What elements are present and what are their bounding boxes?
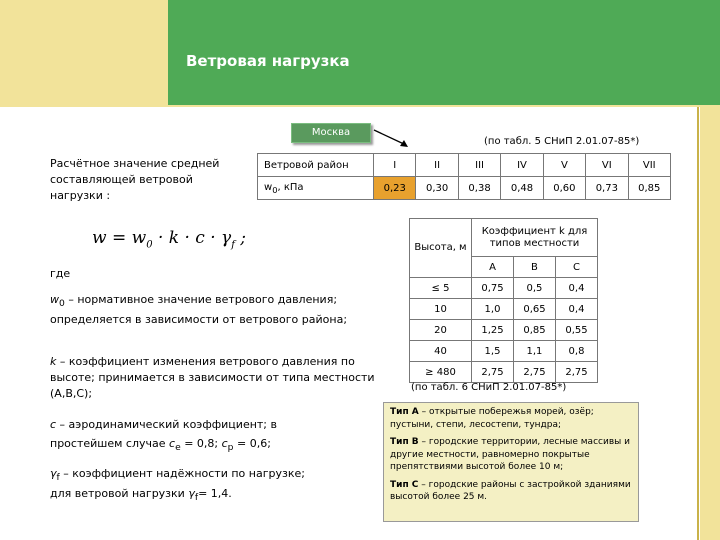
- coef-cell: 0,85: [513, 320, 555, 341]
- formula-end: ;: [234, 228, 247, 248]
- desc-k-text: – коэффициент изменения ветрового давления по высоте; принимается в зависимости от типа местности (А,В,С);: [50, 355, 375, 400]
- table-row: [410, 278, 598, 299]
- height-cell: ≥ 480: [410, 362, 472, 383]
- desc-gamma: [50, 466, 320, 506]
- desc-w0-sub: 0: [59, 298, 65, 310]
- desc-cp-symbol: c: [221, 437, 228, 450]
- desc-c-text2: простейшем случае: [50, 437, 169, 450]
- header-divider: [0, 105, 720, 107]
- coef-cell: 1,1: [513, 341, 555, 362]
- terrain-type-header: С: [555, 257, 597, 278]
- side-divider: [697, 107, 699, 540]
- terrain-type-label: Тип В: [390, 437, 419, 447]
- coef-cell: 2,75: [555, 362, 597, 383]
- desc-cp-value: = 0,6;: [233, 437, 271, 450]
- arrow-icon: [372, 128, 412, 150]
- table-row: [410, 219, 598, 257]
- desc-c-text: – аэродинамический коэффициент; в: [56, 418, 277, 431]
- wind-region-table: [257, 153, 671, 200]
- coef-cell: 1,0: [472, 299, 514, 320]
- table-row: [410, 341, 598, 362]
- side-accent-strip: [700, 107, 720, 540]
- coef-cell: 0,5: [513, 278, 555, 299]
- terrain-type-a: [390, 406, 632, 431]
- terrain-type-text: – открытые побережья морей, озёр; пустыни, степи, лесостепи, тундра;: [390, 407, 594, 430]
- terrain-type-c: [390, 479, 632, 504]
- desc-ce-value: = 0,8;: [180, 437, 222, 450]
- table-row: [410, 320, 598, 341]
- formula-f-sub: f: [231, 239, 235, 251]
- desc-c: [50, 417, 380, 433]
- region-cell: III: [458, 154, 500, 177]
- pressure-cell-highlighted: 0,23: [374, 177, 416, 200]
- coef-cell: 0,65: [513, 299, 555, 320]
- height-header: Высота, м: [410, 219, 472, 278]
- table-header-cell: [258, 177, 374, 200]
- table-row: [410, 299, 598, 320]
- w0-label-sub: 0: [272, 184, 278, 195]
- pressure-cell: 0,48: [501, 177, 543, 200]
- pressure-cell: 0,38: [458, 177, 500, 200]
- slide-title: Ветровая нагрузка: [186, 52, 350, 70]
- height-cell: ≤ 5: [410, 278, 472, 299]
- coef-cell: 0,4: [555, 278, 597, 299]
- city-tag: Москва: [291, 123, 371, 143]
- region-cell: IV: [501, 154, 543, 177]
- desc-gf-sub: f: [56, 472, 60, 484]
- desc-gf-symbol: γ: [50, 467, 57, 480]
- desc-cp-sub: p: [227, 442, 234, 454]
- terrain-type-header: В: [513, 257, 555, 278]
- coef-cell: 0,75: [472, 278, 514, 299]
- terrain-type-text: – городские районы с застройкой зданиями высотой более 25 м.: [390, 479, 631, 502]
- coef-cell: 1,5: [472, 341, 514, 362]
- coef-cell: 2,75: [513, 362, 555, 383]
- desc-c-values: [50, 436, 380, 456]
- table-row: [410, 362, 598, 383]
- terrain-type-b: [390, 436, 632, 474]
- terrain-type-label: Тип А: [390, 407, 419, 417]
- table-row: [258, 177, 671, 200]
- desc-ce-symbol: c: [169, 437, 176, 450]
- where-label: где: [50, 267, 71, 280]
- height-coefficient-table: [409, 218, 598, 383]
- wind-load-formula: [92, 228, 246, 250]
- pressure-cell: 0,85: [628, 177, 670, 200]
- desc-c-symbol: c: [50, 418, 57, 431]
- source-note-coef: (по табл. 6 СНиП 2.01.07-85*): [411, 382, 567, 393]
- region-cell: II: [416, 154, 458, 177]
- table-header-cell: Ветровой район: [258, 154, 374, 177]
- table-row: [258, 154, 671, 177]
- height-cell: 10: [410, 299, 472, 320]
- terrain-type-text: – городские территории, лесные массивы и другие местности, равномерно покрытые препятствиями высотой более 10 м;: [390, 437, 630, 472]
- coef-cell: 0,55: [555, 320, 597, 341]
- desc-gf-text: – коэффициент надёжности по нагрузке; для ветровой нагрузки: [50, 467, 305, 501]
- height-cell: 20: [410, 320, 472, 341]
- terrain-type-header: А: [472, 257, 514, 278]
- pressure-cell: 0,73: [586, 177, 628, 200]
- header-accent-block: [0, 0, 168, 105]
- desc-k: [50, 354, 380, 402]
- region-cell: I: [374, 154, 416, 177]
- desc-ce-sub: e: [175, 442, 181, 454]
- pressure-cell: 0,60: [543, 177, 585, 200]
- desc-gf-value: = 1,4.: [198, 487, 232, 501]
- source-note-wind: (по табл. 5 СНиП 2.01.07-85*): [484, 136, 640, 147]
- coef-cell: 0,4: [555, 299, 597, 320]
- height-cell: 40: [410, 341, 472, 362]
- formula-w0-sub: 0: [146, 239, 153, 251]
- formula-rest: · k · c · γ: [152, 228, 232, 248]
- region-cell: VI: [586, 154, 628, 177]
- desc-gf-symbol-2: γ: [188, 487, 195, 501]
- pressure-cell: 0,30: [416, 177, 458, 200]
- intro-text: Расчётное значение средней составляющей ветровой нагрузки :: [50, 157, 220, 202]
- region-cell: V: [543, 154, 585, 177]
- terrain-types-box: [383, 402, 639, 522]
- formula-w0: w: [131, 228, 147, 248]
- coef-cell: 1,25: [472, 320, 514, 341]
- formula-eq: =: [106, 228, 132, 248]
- terrain-type-label: Тип С: [390, 479, 419, 490]
- formula-w: w: [92, 228, 107, 248]
- region-cell: VII: [628, 154, 670, 177]
- desc-w0-symbol: w: [50, 293, 59, 306]
- desc-w0-text: – нормативное значение ветрового давления; определяется в зависимости от ветрового района;: [50, 293, 348, 327]
- w0-label: w: [264, 181, 273, 193]
- desc-w0: [50, 292, 380, 328]
- desc-gf-sub-2: f: [194, 492, 199, 504]
- w0-label-unit: , кПа: [277, 181, 304, 193]
- coef-cell: 2,75: [472, 362, 514, 383]
- desc-k-symbol: k: [50, 355, 57, 368]
- coef-header: Коэффициент k для типов местности: [472, 219, 598, 257]
- coef-cell: 0,8: [555, 341, 597, 362]
